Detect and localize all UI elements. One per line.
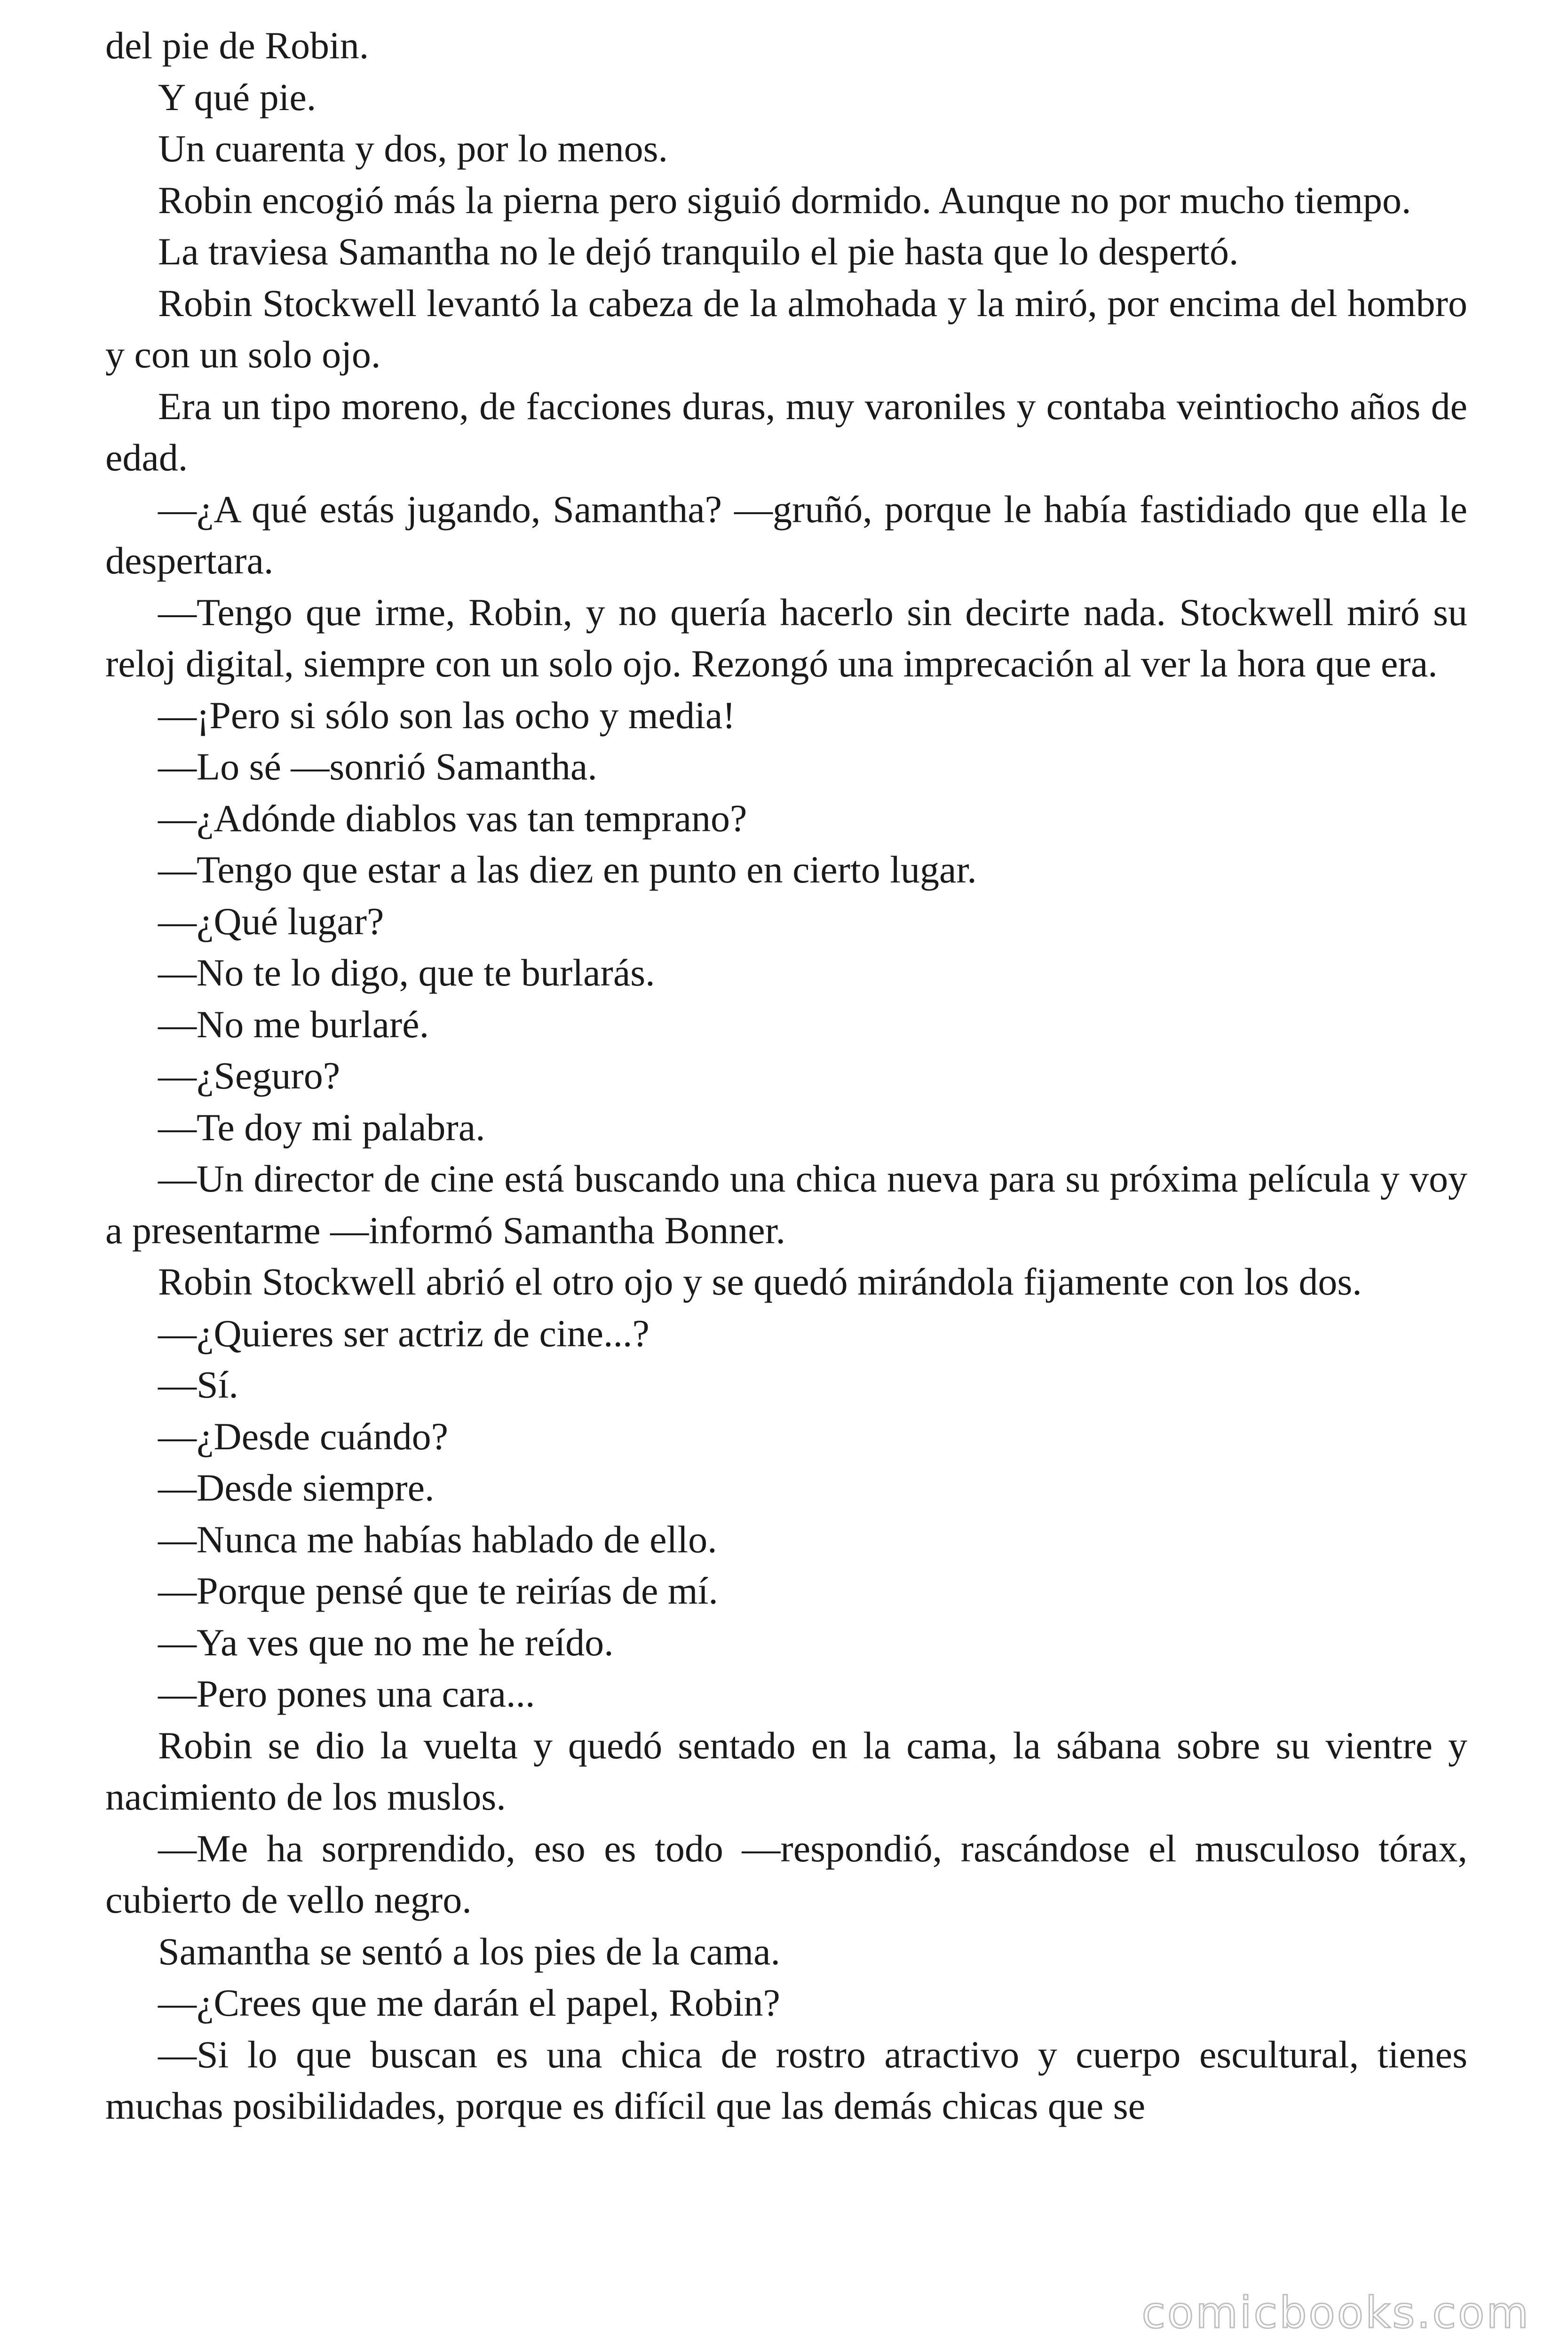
paragraph: —¿Quieres ser actriz de cine...?	[158, 1311, 649, 1355]
paragraph: —Pero pones una cara...	[158, 1672, 535, 1715]
paragraph: —¿Qué lugar?	[158, 899, 384, 943]
paragraph: Robin Stockwell abrió el otro ojo y se quedó mirándola fijamente con los dos.	[158, 1260, 1362, 1303]
paragraph: —¿Seguro?	[158, 1054, 341, 1097]
paragraph: —¿Adónde diablos vas tan temprano?	[158, 796, 747, 840]
book-page-text	[105, 20, 1467, 2132]
paragraph: —Sí.	[158, 1363, 238, 1406]
paragraph: Un cuarenta y dos, por lo menos.	[158, 127, 668, 170]
paragraph: Samantha se sentó a los pies de la cama.	[158, 1930, 780, 1973]
paragraph: —Desde siempre.	[158, 1466, 435, 1509]
paragraph: —Te doy mi palabra.	[158, 1105, 485, 1149]
paragraph: —¿Crees que me darán el papel, Robin?	[158, 1981, 780, 2024]
paragraph: —Me ha sorprendido, eso es todo —respondió, rascándose el musculoso tórax, cubierto de vello negro.	[105, 1827, 1467, 1921]
paragraph: —Tengo que irme, Robin, y no quería hacerlo sin decirte nada. Stockwell miró su reloj digital, siempre con un solo ojo. Rezongó una imprecación al ver la hora que era.	[105, 590, 1467, 685]
paragraph: —Porque pensé que te reirías de mí.	[158, 1569, 718, 1612]
paragraph: —Tengo que estar a las diez en punto en cierto lugar.	[158, 848, 977, 891]
watermark-logo: comicbooks.com	[1141, 2288, 1530, 2338]
paragraph: —Ya ves que no me he reído.	[158, 1621, 614, 1664]
paragraph: —Nunca me habías hablado de ello.	[158, 1518, 717, 1561]
paragraph: —¡Pero si sólo son las ocho y media!	[158, 693, 736, 737]
paragraph: Y qué pie.	[158, 75, 317, 119]
paragraph: —¿A qué estás jugando, Samantha? —gruñó, porque le había fastidiado que ella le despertara.	[105, 487, 1467, 582]
paragraph: La traviesa Samantha no le dejó tranquilo el pie hasta que lo despertó.	[158, 230, 1239, 273]
paragraph: —Un director de cine está buscando una chica nueva para su próxima película y voy a presentarme —informó Samantha Bonner.	[105, 1157, 1467, 1252]
paragraph: —¿Desde cuándo?	[158, 1414, 449, 1458]
paragraph: Robin encogió más la pierna pero siguió dormido. Aunque no por mucho tiempo.	[158, 178, 1411, 222]
paragraph: —No te lo digo, que te burlarás.	[158, 951, 655, 994]
paragraph: —Lo sé —sonrió Samantha.	[158, 745, 597, 788]
paragraph: —No me burlaré.	[158, 1002, 429, 1046]
paragraph: Era un tipo moreno, de facciones duras, muy varoniles y contaba veintiocho años de edad.	[105, 384, 1467, 479]
paragraph: Robin Stockwell levantó la cabeza de la almohada y la miró, por encima del hombro y con un solo ojo.	[105, 281, 1467, 376]
paragraph: del pie de Robin.	[105, 24, 369, 67]
paragraph: —Si lo que buscan es una chica de rostro atractivo y cuerpo escultural, tienes muchas posibilidades, porque es difícil que las demás chicas que se	[105, 2033, 1467, 2127]
paragraph: Robin se dio la vuelta y quedó sentado en la cama, la sábana sobre su vientre y nacimiento de los muslos.	[105, 1724, 1467, 1818]
